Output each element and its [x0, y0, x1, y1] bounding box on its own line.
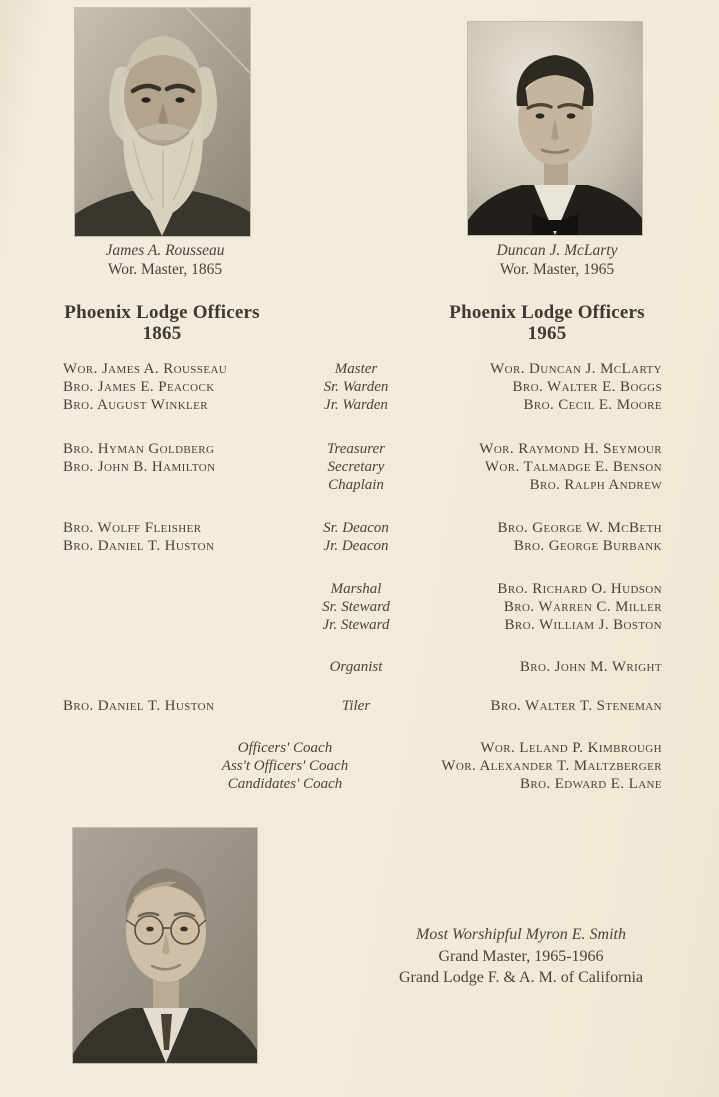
grand-lodge-line: Grand Lodge F. & A. M. of California [398, 969, 643, 986]
heading-1965-line1: Phoenix Lodge Officers [449, 302, 645, 323]
officers-group-treasurer [63, 440, 662, 494]
office-title: Tiler [341, 698, 371, 714]
officers-group-organist [63, 658, 662, 676]
officer-name-1865: Bro. Daniel T. Huston [63, 698, 215, 714]
smith-portrait-illustration [73, 828, 257, 1063]
caption-mclarty [457, 241, 657, 279]
office-title: Sr. Steward [322, 599, 390, 615]
office-title: Sr. Deacon [323, 520, 389, 536]
officer-row [63, 440, 662, 458]
officer-name-1865: Bro. August Winkler [63, 397, 209, 413]
officer-name-1965: Wor. Talmadge E. Benson [484, 459, 662, 475]
office-title: Jr. Steward [322, 617, 390, 633]
heading-officers-1965 [442, 302, 652, 344]
rousseau-portrait-illustration [75, 8, 250, 236]
officer-row [63, 616, 662, 634]
mclarty-portrait-illustration [468, 22, 642, 235]
heading-1865-year: 1865 [142, 323, 182, 344]
office-title: Sr. Warden [323, 379, 389, 395]
grand-master-term: Grand Master, 1965-1966 [438, 947, 604, 965]
officers-table [63, 360, 662, 793]
coach-title: Officers' Coach [237, 740, 333, 756]
officers-group-tiler [63, 697, 662, 715]
coach-name: Bro. Edward E. Lane [519, 776, 662, 792]
officers-group-deacons [63, 519, 662, 555]
coach-row [63, 739, 662, 757]
coach-row [63, 757, 662, 775]
officer-name-1965: Bro. John M. Wright [519, 659, 662, 675]
caption-mclarty-title: Wor. Master, 1965 [499, 261, 615, 278]
officer-name-1965: Bro. Warren C. Miller [503, 599, 662, 615]
office-title: Marshal [330, 581, 382, 597]
coach-title: Candidates' Coach [227, 776, 343, 792]
portrait-photo-smith [73, 828, 257, 1063]
coach-title: Ass't Officers' Coach [221, 758, 349, 774]
portrait-photo-rousseau [75, 8, 250, 236]
officer-row [63, 580, 662, 598]
heading-officers-1865 [57, 302, 267, 344]
officer-row [63, 458, 662, 476]
officer-name-1965: Bro. William J. Boston [504, 617, 662, 633]
officer-name-1865: Wor. James A. Rousseau [63, 361, 228, 377]
office-title: Secretary [327, 459, 385, 475]
office-title: Treasurer [326, 441, 386, 457]
officer-row [63, 598, 662, 616]
office-title: Jr. Deacon [323, 538, 389, 554]
officer-name-1965: Bro. George W. McBeth [497, 520, 662, 536]
officer-name-1965: Wor. Raymond H. Seymour [479, 441, 662, 457]
office-title: Master [334, 361, 378, 377]
coaches-group [63, 739, 662, 793]
officer-row [63, 378, 662, 396]
officer-name-1865: Bro. Daniel T. Huston [63, 538, 215, 554]
officer-row [63, 519, 662, 537]
officer-row [63, 697, 662, 715]
officer-name-1865: Bro. John B. Hamilton [63, 459, 216, 475]
caption-rousseau [65, 241, 265, 279]
caption-rousseau-name: James A. Rousseau [105, 242, 225, 259]
officer-name-1965: Bro. Cecil E. Moore [523, 397, 662, 413]
officer-row [63, 658, 662, 676]
officer-name-1965: Bro. Walter T. Steneman [490, 698, 662, 714]
officer-name-1965: Bro. Walter E. Boggs [512, 379, 662, 395]
coach-name: Wor. Alexander T. Maltzberger [441, 758, 662, 774]
officers-group-stewards [63, 580, 662, 634]
officer-name-1865: Bro. Wolff Fleisher [63, 520, 202, 536]
officer-row [63, 396, 662, 414]
officer-name-1965: Bro. George Burbank [513, 538, 662, 554]
officer-row [63, 360, 662, 378]
grand-master-note [360, 924, 682, 989]
caption-mclarty-name: Duncan J. McLarty [496, 242, 618, 259]
grand-master-name: Most Worshipful Myron E. Smith [416, 926, 626, 943]
officers-group-wardens [63, 360, 662, 414]
officer-name-1965: Bro. Ralph Andrew [529, 477, 662, 493]
office-title: Organist [329, 659, 383, 675]
heading-1865-line1: Phoenix Lodge Officers [64, 302, 260, 323]
caption-rousseau-title: Wor. Master, 1865 [107, 261, 223, 278]
heading-1965-year: 1965 [527, 323, 567, 344]
office-title: Jr. Warden [324, 397, 388, 413]
coach-name: Wor. Leland P. Kimbrough [480, 740, 662, 756]
officer-name-1965: Wor. Duncan J. McLarty [490, 361, 662, 377]
officer-row [63, 537, 662, 555]
officer-name-1865: Bro. Hyman Goldberg [63, 441, 215, 457]
portrait-photo-mclarty [468, 22, 642, 235]
officer-name-1865: Bro. James E. Peacock [63, 379, 215, 395]
officer-name-1965: Bro. Richard O. Hudson [497, 581, 662, 597]
office-title: Chaplain [328, 477, 384, 493]
coach-row [63, 775, 662, 793]
officer-row [63, 476, 662, 494]
